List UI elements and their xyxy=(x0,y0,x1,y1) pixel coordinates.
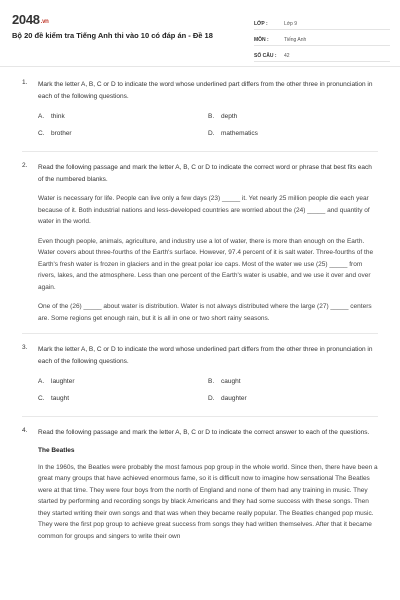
passage-paragraph: In the 1960s, the Beatles were probably the most famous pop group in the whole world. Since then, there have been a great many groups that have achieved enormous fame, so it is difficult now to imagine how sensational The Beatles were at that time. They were four boys from the north of England and none of them had any training in music. They started by performing and recording songs by black Americans and they had some success with these songs. Then they started writing their own songs and that was when they became really popular. The Beatles changed pop music. They were the first pop group to achieve great success from songs they had written themselves. After that it became common for groups and singers to write their own xyxy=(38,463,378,540)
question-number: 4. xyxy=(22,427,28,434)
meta-row-class xyxy=(254,14,390,30)
option-text: brother xyxy=(51,130,72,137)
option-letter: B. xyxy=(208,378,215,385)
options-row xyxy=(38,390,378,407)
option-letter: A. xyxy=(38,378,45,385)
option-c[interactable] xyxy=(38,395,208,402)
site-logo[interactable] xyxy=(12,12,49,27)
document-title: Bộ 20 đề kiểm tra Tiếng Anh thi vào 10 có đáp án - Đề 18 xyxy=(12,31,213,40)
option-a[interactable] xyxy=(38,378,208,385)
question-text: Read the following passage and mark the letter A, B, C or D to indicate the correct answer to each of the questions. xyxy=(38,429,370,436)
meta-key: LỚP : xyxy=(254,21,268,27)
option-d[interactable] xyxy=(208,130,378,137)
option-b[interactable] xyxy=(208,113,378,120)
option-text: depth xyxy=(221,113,238,120)
logo-suffix: .vn xyxy=(40,19,49,25)
options-row xyxy=(38,373,378,390)
passage-paragraph: One of the (26) _____ about water is distribution. Water is not always distributed where the large (27) _____ centers are. Some regions get enough rain, but it is all in one or two short rainy seasons. xyxy=(38,303,372,322)
question-number: 2. xyxy=(22,162,28,169)
meta-key: MÔN : xyxy=(254,37,269,43)
option-letter: C. xyxy=(38,130,45,137)
option-c[interactable] xyxy=(38,130,208,137)
question-3 xyxy=(22,344,378,417)
option-text: taught xyxy=(51,395,70,402)
option-d[interactable] xyxy=(208,395,378,402)
question-list xyxy=(0,67,400,551)
meta-value: Tiếng Anh xyxy=(284,37,307,43)
option-letter: A. xyxy=(38,113,45,120)
option-text: daughter xyxy=(221,395,247,402)
passage-paragraph: Water is necessary for life. People can live only a few days (23) _____ it. Yet nearly 25 million people die each year because of it. Both industrial nations and less-developed countries are worried about the (24) _____ and quantity of water in the world. xyxy=(38,195,370,225)
question-2 xyxy=(22,162,378,334)
passage-title: The Beatles xyxy=(38,446,75,454)
option-a[interactable] xyxy=(38,113,208,120)
option-letter: D. xyxy=(208,395,215,402)
option-letter: D. xyxy=(208,130,215,137)
option-letter: B. xyxy=(208,113,215,120)
options xyxy=(38,373,378,407)
meta-row-count xyxy=(254,46,390,62)
page-header xyxy=(0,0,400,67)
options xyxy=(38,108,378,142)
meta-key: SỐ CÂU : xyxy=(254,53,277,59)
meta-value: 42 xyxy=(284,53,290,59)
option-text: mathematics xyxy=(221,130,258,137)
option-b[interactable] xyxy=(208,378,378,385)
option-letter: C. xyxy=(38,395,45,402)
meta-info xyxy=(254,14,390,62)
options-row xyxy=(38,108,378,125)
question-text: Mark the letter A, B, C or D to indicate the word whose underlined part differs from the other three in pronunciation in each of the following questions. xyxy=(38,81,373,100)
meta-value: Lớp 9 xyxy=(284,21,298,27)
question-1 xyxy=(22,79,378,152)
question-text: Mark the letter A, B, C or D to indicate the word whose underlined part differs from the other three in pronunciation in each of the following questions. xyxy=(38,346,373,365)
question-number: 3. xyxy=(22,344,28,351)
options-row xyxy=(38,125,378,142)
meta-row-subject xyxy=(254,30,390,46)
option-text: think xyxy=(51,113,65,120)
question-4 xyxy=(22,427,378,551)
question-text: Read the following passage and mark the letter A, B, C or D to indicate the correct word or phrase that best fits each of the numbered blanks. xyxy=(38,164,372,183)
passage-paragraph: Even though people, animals, agriculture, and industry use a lot of water, there is more than enough on the Earth. Water covers about three-fourths of the Earth's surface. However, 97.4 percent of it is salt water. Three-fourths of the Earth's fresh water is frozen in glaciers and in the great polar ice caps. Most of the water we use (25) _____ from rivers, lakes, and the atmosphere. Less than one percent of the Earth's water is usable, and we use it over and over again. xyxy=(38,237,374,291)
option-text: caught xyxy=(221,378,241,385)
question-number: 1. xyxy=(22,79,28,86)
option-text: laughter xyxy=(51,378,75,385)
logo-text: 2048 xyxy=(12,12,40,27)
